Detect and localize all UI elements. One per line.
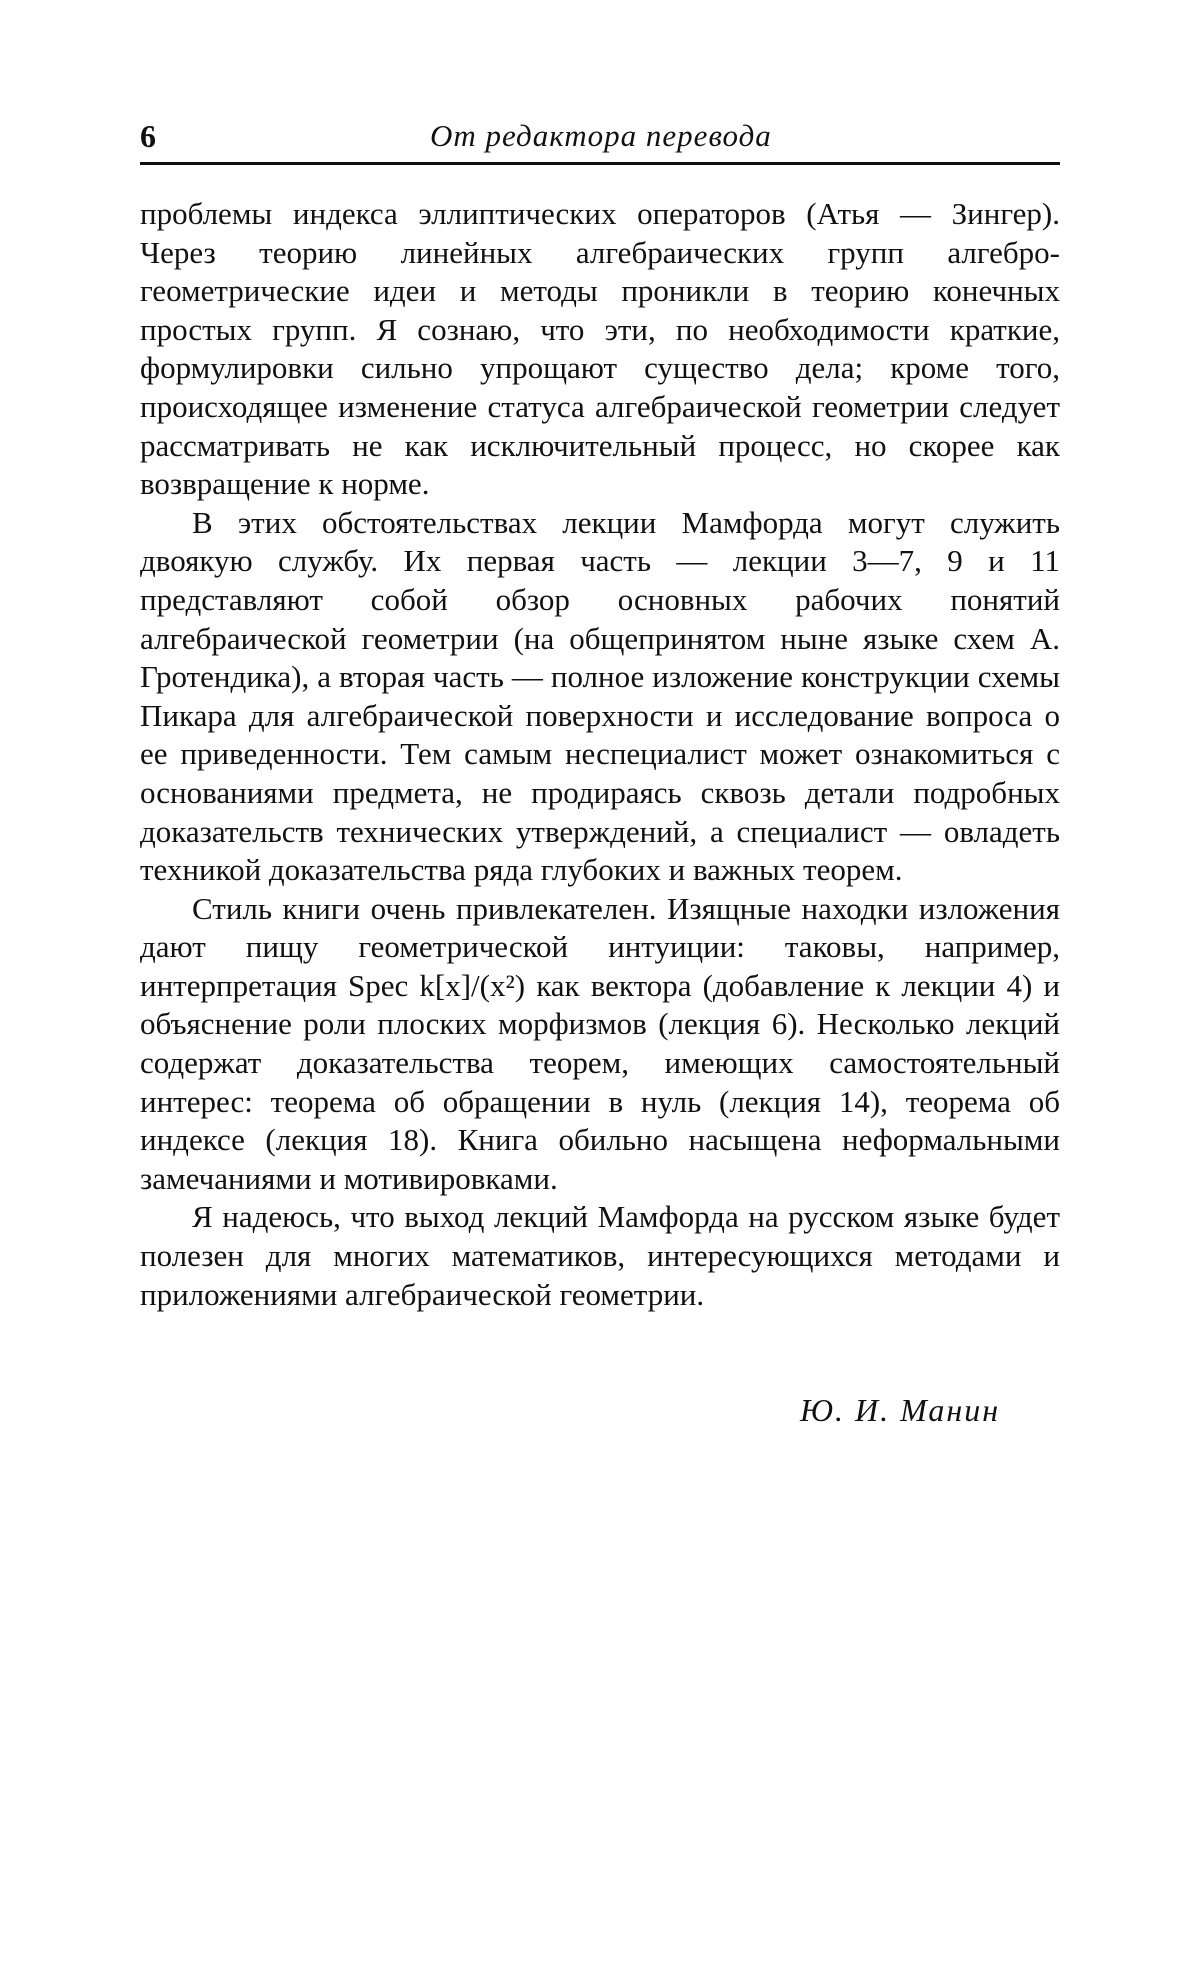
signature: Ю. И. Манин: [800, 1392, 1001, 1428]
body-text: [140, 195, 1060, 1314]
paragraph-3: Стиль книги очень привлекателен. Изящные находки изложения дают пищу геометрической интуиции: таковы, например, интерпретация Spec k[x]/(x²) как вектора (добавление к лекции 4) и объяснение роли плоских морфизмов (лекция 6). Несколько лекций содержат доказательства теорем, имеющих самостоятельный интерес: теорема об обращении в нуль (лекция 14), теорема об индексе (лекция 18). Книга обильно насыщена неформальными замечаниями и мотивировками.: [140, 890, 1060, 1196]
paragraph-2: В этих обстоятельствах лекции Мамфорда могут служить двоякую службу. Их первая часть — лекции 3—7, 9 и 11 представляют собой обзор основных рабочих понятий алгебраической геометрии (на общепринятом ныне языке схем А. Гротендика), а вторая часть — полное изложение конструкции схемы Пикара для алгебраической поверхности и исследование вопроса о ее приведенности. Тем самым неспециалист может ознакомиться с основаниями предмета, не продираясь сквозь детали подробных доказательств технических утверждений, а специалист — овладеть техникой доказательства ряда глубоких и важных теорем.: [140, 504, 1060, 888]
page-header: [140, 110, 1060, 165]
paragraph-1: проблемы индекса эллиптических операторов (Атья — Зингер). Через теорию линейных алгебраических групп алгебро-геометрические идеи и методы проникли в теорию конечных простых групп. Я сознаю, что эти, по необходимости краткие, формулировки сильно упрощают существо дела; кроме того, происходящее изменение статуса алгебраической геометрии следует рассматривать не как исключительный процесс, но скорее как возвращение к норме.: [140, 196, 1060, 502]
paragraph-4: Я надеюсь, что выход лекций Мамфорда на русском языке будет полезен для многих математиков, интересующихся методами и приложениями алгебраической геометрии.: [140, 1199, 1060, 1312]
page-number: 6: [140, 118, 156, 154]
running-title: От редактора перевода: [430, 118, 772, 153]
